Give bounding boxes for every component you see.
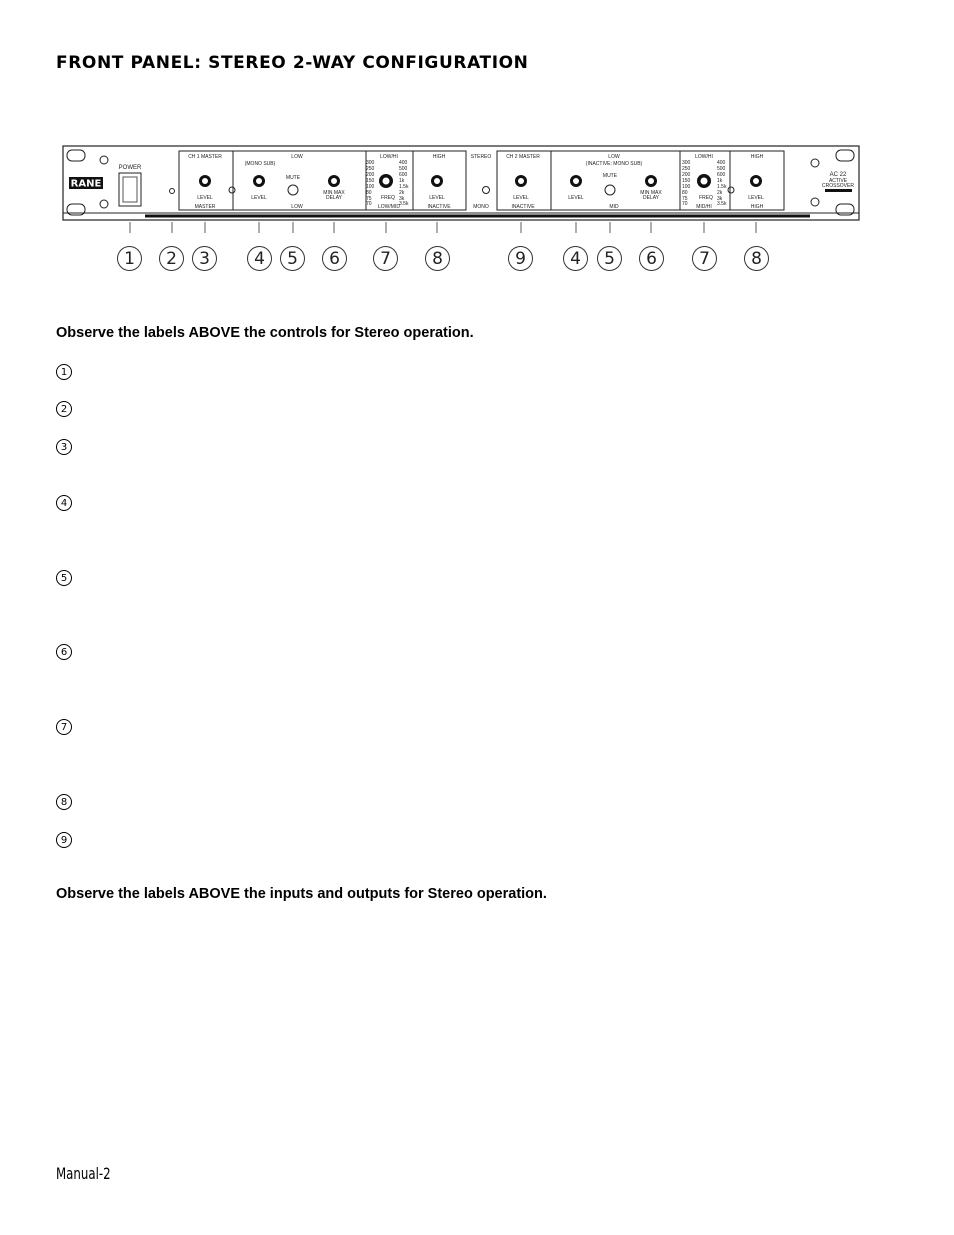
callout-2: 2 [159,246,184,271]
svg-text:500: 500 [399,166,408,172]
svg-text:3.5k: 3.5k [717,201,727,207]
svg-text:250: 250 [366,166,375,172]
label-mono: MONO [473,204,489,210]
svg-text:1k: 1k [399,178,405,184]
svg-text:1.5k: 1.5k [717,184,727,190]
callout-6: 6 [322,246,347,271]
label-high-top: HIGH [432,154,446,160]
label-lowhi-top: LOW/HI [380,154,398,160]
label-level-ch1-master: LEVEL [197,195,213,201]
label-ch2-inactive-below: INACTIVE [511,204,535,210]
label-ch2-lowhi-top: LOW/HI [695,154,713,160]
label-inactive-below: INACTIVE [427,204,451,210]
callout-9: 9 [508,246,533,271]
label-lowmid-below: LOW/MID [378,204,400,210]
svg-text:400: 400 [717,160,726,166]
svg-text:150: 150 [366,178,375,184]
svg-text:300: 300 [366,160,375,166]
note-controls: Observe the labels ABOVE the controls for Stereo operation. [56,325,474,341]
item-marker-7: 7 [56,719,72,735]
item-marker-1: 1 [56,364,72,380]
model-sub-crossover: CROSSOVER [822,183,854,189]
svg-text:200: 200 [366,172,375,178]
label-mute-ch1: MUTE [285,175,301,181]
label-ch2-master: CH 2 MASTER [506,154,540,160]
label-mid-below: MID [609,204,619,210]
svg-text:600: 600 [717,172,726,178]
item-marker-5: 5 [56,570,72,586]
callout-1: 1 [117,246,142,271]
label-ch2-low-top: LOW [608,154,620,160]
item-marker-8: 8 [56,794,72,810]
svg-text:200: 200 [682,172,691,178]
callout-8: 8 [425,246,450,271]
callout-6b: 6 [639,246,664,271]
svg-text:500: 500 [717,166,726,172]
svg-text:150: 150 [682,178,691,184]
svg-text:70: 70 [682,201,688,207]
callout-5: 5 [280,246,305,271]
label-level-ch1-high: LEVEL [429,195,445,201]
label-high-below: HIGH [750,204,764,210]
svg-text:100: 100 [682,184,691,190]
svg-text:1k: 1k [717,178,723,184]
svg-text:70: 70 [366,201,372,207]
label-level-ch2-master: LEVEL [513,195,529,201]
label-minmax-ch1: MIN MAX [323,190,345,196]
label-stereo: STEREO [470,154,492,160]
label-minmax-ch2: MIN MAX [640,190,662,196]
front-panel-diagram [0,0,954,290]
svg-text:2k: 2k [717,190,723,196]
svg-text:1.5k: 1.5k [399,184,409,190]
callout-3: 3 [192,246,217,271]
label-low-below: LOW [291,204,303,210]
item-marker-2: 2 [56,401,72,417]
svg-text:300: 300 [682,160,691,166]
callout-row [0,0,954,290]
label-master-below: MASTER [194,204,216,210]
svg-text:75: 75 [366,196,372,202]
label-freq-ch1: FREQ [381,195,395,201]
label-low-top: LOW [291,154,303,160]
page-title: FRONT PANEL: STEREO 2-WAY CONFIGURATION [56,53,529,73]
item-marker-4: 4 [56,495,72,511]
label-mute-ch2: MUTE [602,173,618,179]
brand-text: RANE [70,178,102,190]
callout-4b: 4 [563,246,588,271]
item-marker-9: 9 [56,832,72,848]
svg-text:3k: 3k [399,196,405,202]
label-level-ch2-high: LEVEL [748,195,764,201]
callout-7b: 7 [692,246,717,271]
note-io: Observe the labels ABOVE the inputs and outputs for Stereo operation. [56,886,547,902]
label-level-ch2-low: LEVEL [568,195,584,201]
label-ch1-master: CH 1 MASTER [188,154,222,160]
label-freq-ch2: FREQ [699,195,713,201]
item-marker-6: 6 [56,644,72,660]
label-delay-ch1: DELAY [325,195,343,201]
svg-text:3.5k: 3.5k [399,201,409,207]
svg-text:3k: 3k [717,196,723,202]
svg-text:600: 600 [399,172,408,178]
item-marker-3: 3 [56,439,72,455]
callout-4: 4 [247,246,272,271]
page-footer: Manual-2 [56,1164,111,1183]
svg-text:80: 80 [366,190,372,196]
model-label: AC 22 [829,172,847,178]
svg-text:80: 80 [682,190,688,196]
callout-5b: 5 [597,246,622,271]
svg-text:400: 400 [399,160,408,166]
callout-8b: 8 [744,246,769,271]
svg-text:250: 250 [682,166,691,172]
label-mono-sub: (MONO SUB) [244,161,276,167]
power-label: POWER [118,165,142,171]
label-inactive-mono-sub: (INACTIVE: MONO SUB) [585,161,643,167]
label-ch2-high-top: HIGH [750,154,764,160]
label-level-ch1-low: LEVEL [251,195,267,201]
label-delay-ch2: DELAY [642,195,660,201]
callout-7: 7 [373,246,398,271]
svg-text:100: 100 [366,184,375,190]
label-midhi-below: MID/HI [696,204,712,210]
svg-text:2k: 2k [399,190,405,196]
svg-text:75: 75 [682,196,688,202]
model-sub-active: ACTIVE [828,178,848,184]
